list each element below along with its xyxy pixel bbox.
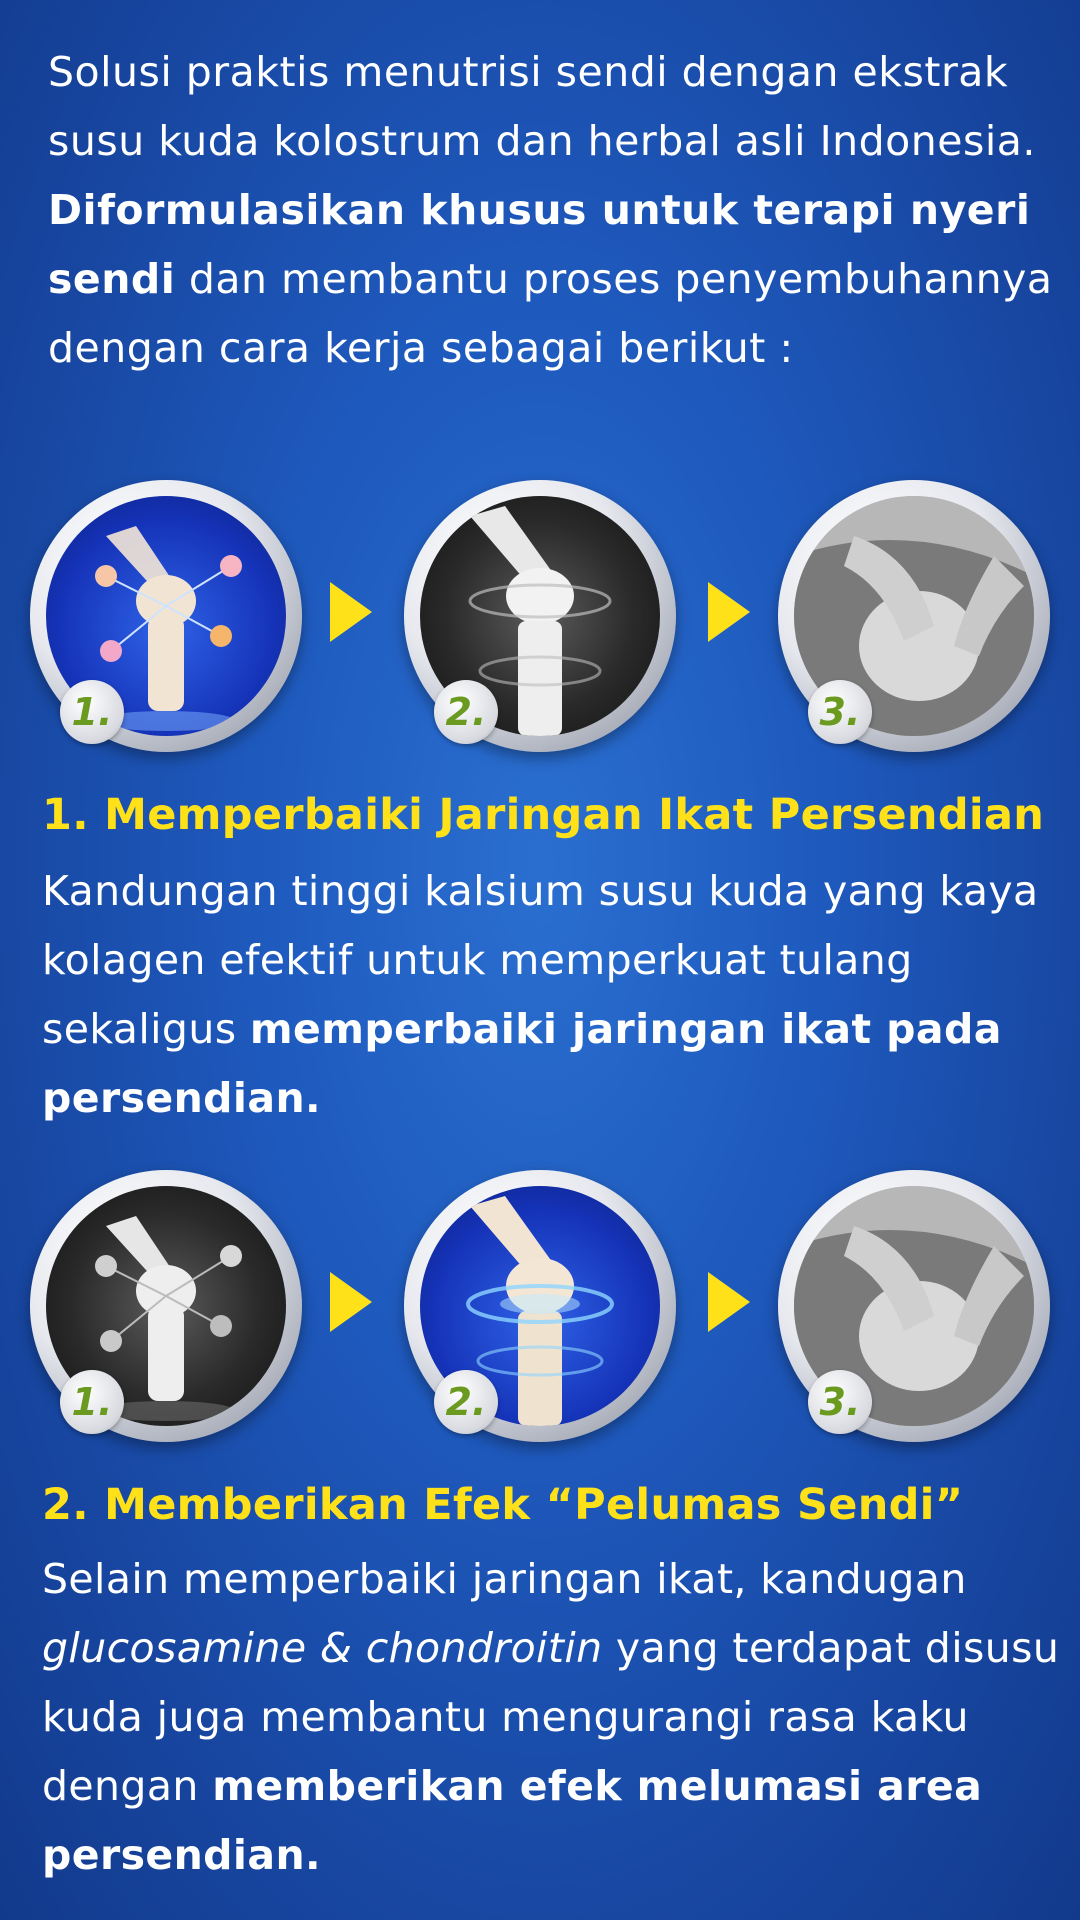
steps-row-1 (0, 472, 1080, 752)
step-image-3 (778, 480, 1050, 752)
step-number-badge: 1. (60, 680, 124, 744)
step-number-badge: 3. (808, 1370, 872, 1434)
section-1-bold: memperbaiki jaringan ikat pada persendian. (42, 1005, 1002, 1122)
section-1-body: Kandungan tinggi kalsium susu kuda yang kaya kolagen efektif untuk memperkuat tulang sekaligus (42, 867, 1039, 1053)
step-number-badge: 2. (434, 680, 498, 744)
section-1-heading: 1. Memperbaiki Jaringan Ikat Persendian (42, 790, 1045, 840)
intro-text: Solusi praktis menutrisi sendi dengan ekstrak susu kuda kolostrum dan herbal asli Indonesia. (48, 48, 1036, 165)
arrow-right-icon (708, 582, 750, 642)
section-2-body-1: Selain memperbaiki jaringan ikat, kandugan (42, 1555, 967, 1603)
intro-text-end: dan membantu proses penyembuhannya dengan cara kerja sebagai berikut : (48, 255, 1053, 372)
intro-paragraph (48, 38, 1058, 383)
section-2-body-2: yang terdapat disusu kuda juga membantu mengurangi rasa kaku dengan (42, 1624, 1060, 1810)
step-image-1 (30, 1170, 302, 1442)
intro-bold: Diformulasikan khusus untuk terapi nyeri sendi (48, 186, 1031, 303)
step-number-badge: 2. (434, 1370, 498, 1434)
arrow-right-icon (330, 582, 372, 642)
arrow-right-icon (708, 1272, 750, 1332)
section-2-italic: glucosamine & chondroitin (42, 1624, 603, 1672)
section-2-bold: memberikan efek melumasi area persendian. (42, 1762, 983, 1879)
step-image-2 (404, 1170, 676, 1442)
section-2-text (42, 1545, 1062, 1890)
steps-row-2 (0, 1162, 1080, 1442)
section-1-text (42, 857, 1062, 1133)
step-number-badge: 3. (808, 680, 872, 744)
step-image-1 (30, 480, 302, 752)
arrow-right-icon (330, 1272, 372, 1332)
step-number-badge: 1. (60, 1370, 124, 1434)
step-image-3 (778, 1170, 1050, 1442)
step-image-2 (404, 480, 676, 752)
section-2-heading: 2. Memberikan Efek “Pelumas Sendi” (42, 1480, 964, 1530)
